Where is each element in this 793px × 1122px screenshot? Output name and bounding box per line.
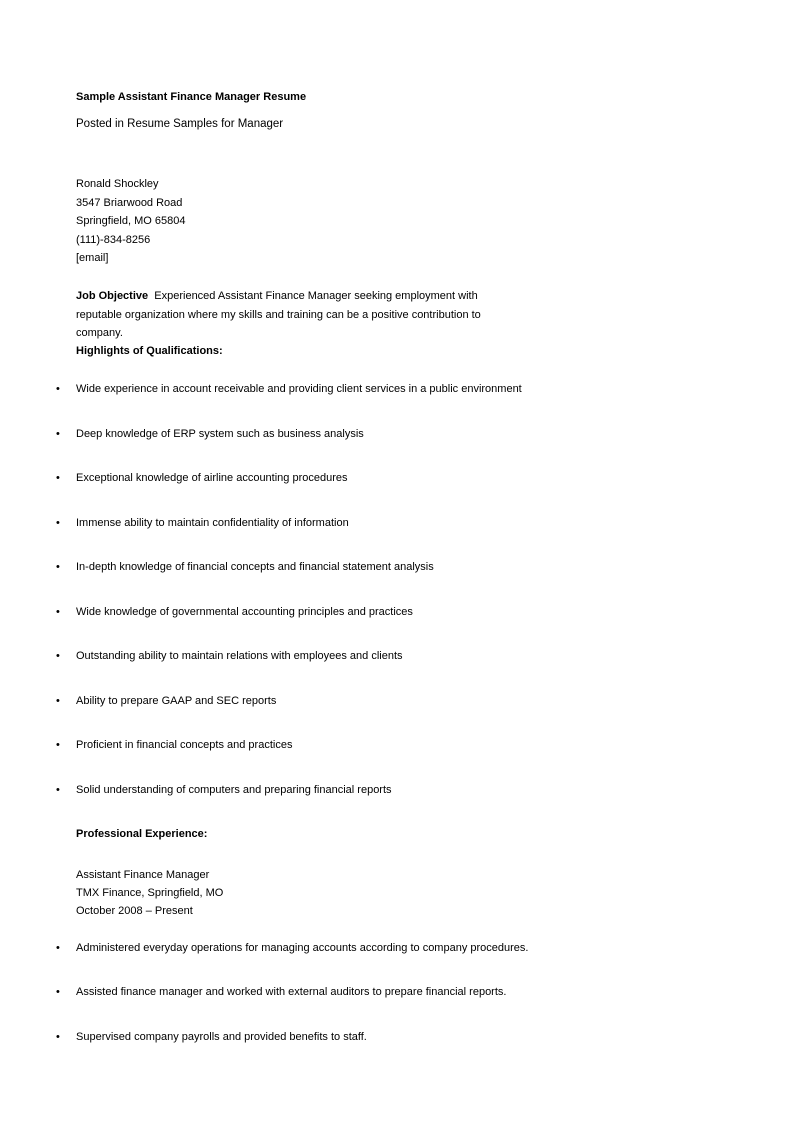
list-item [0, 382, 793, 396]
bullet-icon: • [56, 986, 60, 998]
job-title: Assistant Finance Manager [76, 869, 210, 881]
job-objective-text: Experienced Assistant Finance Manager seeking employment with reputable organization where my skills and training can be a positive contribution to company. [76, 290, 481, 339]
list-item [0, 649, 793, 663]
list-item-text: Wide knowledge of governmental accounting principles and practices [76, 606, 413, 618]
document-title: Sample Assistant Finance Manager Resume [76, 91, 307, 103]
list-item-text: Proficient in financial concepts and practices [76, 739, 293, 751]
list-item-text: Administered everyday operations for managing accounts according to company procedures. [76, 942, 529, 954]
job-company: TMX Finance, Springfield, MO [76, 887, 224, 899]
contact-address: 3547 Briarwood Road [76, 196, 183, 209]
bullet-icon: • [56, 784, 60, 796]
list-item-text: Solid understanding of computers and preparing financial reports [76, 784, 392, 796]
bullet-icon: • [56, 942, 60, 954]
bullet-icon: • [56, 428, 60, 440]
list-item-text: Assisted finance manager and worked with external auditors to prepare financial reports. [76, 986, 507, 998]
job-objective-label: Job Objective [76, 290, 149, 302]
list-item [0, 941, 793, 955]
highlights-heading: Highlights of Qualifications: [76, 345, 223, 357]
list-item [0, 471, 793, 485]
list-item-text: Wide experience in account receivable and providing client services in a public environment [76, 383, 522, 395]
contact-name: Ronald Shockley [76, 178, 159, 190]
bullet-icon: • [56, 695, 60, 707]
job-block [76, 866, 223, 920]
list-item-text: Supervised company payrolls and provided benefits to staff. [76, 1031, 367, 1043]
bullet-icon: • [56, 517, 60, 529]
list-item [0, 560, 793, 574]
contact-block [76, 175, 185, 268]
list-item [0, 985, 793, 999]
posted-in-line: Posted in Resume Samples for Manager [76, 118, 284, 130]
bullet-icon: • [56, 606, 60, 618]
bullet-icon: • [56, 472, 60, 484]
list-item-text: In-depth knowledge of financial concepts and financial statement analysis [76, 561, 434, 573]
list-item [0, 605, 793, 619]
list-item-text: Immense ability to maintain confidentiality of information [76, 517, 349, 529]
bullet-icon: • [56, 739, 60, 751]
contact-phone: (111)-834-8256 [76, 233, 151, 246]
list-item-text: Ability to prepare GAAP and SEC reports [76, 695, 277, 707]
contact-city: Springfield, MO 65804 [76, 215, 186, 227]
bullet-icon: • [56, 1031, 60, 1043]
list-item-text: Exceptional knowledge of airline accounting procedures [76, 472, 348, 484]
contact-email: [email] [76, 252, 109, 264]
bullet-icon: • [56, 650, 60, 662]
bullet-icon: • [56, 561, 60, 573]
job-dates: October 2008 – Present [76, 905, 193, 917]
list-item-text: Outstanding ability to maintain relations with employees and clients [76, 650, 403, 662]
experience-heading: Professional Experience: [76, 828, 208, 840]
list-item [0, 427, 793, 441]
list-item [0, 694, 793, 708]
bullet-icon: • [56, 383, 60, 395]
list-item [0, 516, 793, 530]
list-item [0, 738, 793, 752]
job-objective [76, 287, 526, 343]
list-item [0, 783, 793, 797]
list-item-text: Deep knowledge of ERP system such as business analysis [76, 428, 364, 440]
list-item [0, 1030, 793, 1044]
